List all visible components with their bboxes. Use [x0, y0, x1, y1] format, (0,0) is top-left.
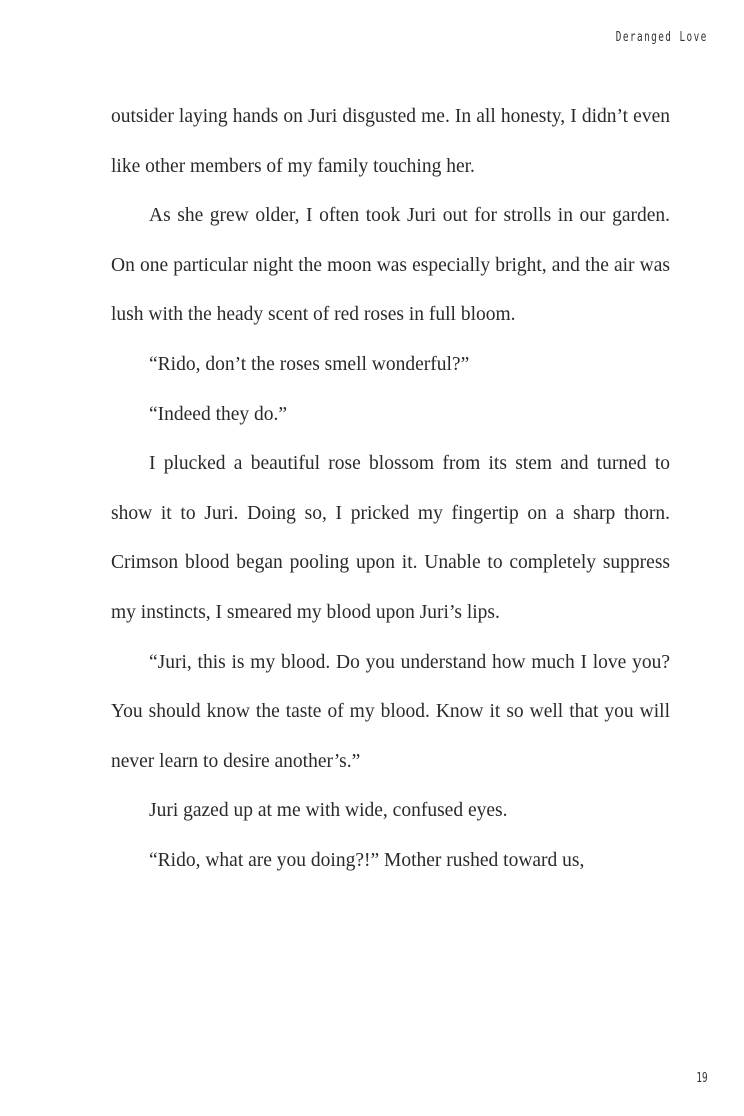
- paragraph: “Indeed they do.”: [149, 403, 288, 425]
- paragraph: I plucked a beautiful rose blossom from its stem and turned to show it to Juri. Doing so, I pricked my fingertip on a sharp thorn. Crimson blood began pooling upon it. Unable to completely suppress my instincts, I smeared my blood upon Juri’s lips.: [111, 453, 670, 623]
- paragraph: Juri gazed up at me with wide, confused eyes.: [149, 800, 508, 822]
- paragraph: As she grew older, I often took Juri out for strolls in our garden. On one particular night the moon was especially bright, and the air was lush with the heady scent of red roses in full bloom.: [111, 205, 670, 326]
- paragraph: “Juri, this is my blood. Do you understand how much I love you? You should know the taste of my blood. Know it so well that you will never learn to desire another’s.”: [111, 651, 670, 772]
- body-text: [111, 92, 670, 886]
- paragraph: outsider laying hands on Juri disgusted me. In all honesty, I didn’t even like other members of my family touching her.: [111, 106, 670, 177]
- running-header: Deranged Love: [616, 30, 708, 45]
- paragraph: “Rido, what are you doing?!” Mother rushed toward us,: [149, 849, 585, 871]
- page-number: 19: [696, 1071, 708, 1086]
- paragraph: “Rido, don’t the roses smell wonderful?”: [149, 353, 470, 375]
